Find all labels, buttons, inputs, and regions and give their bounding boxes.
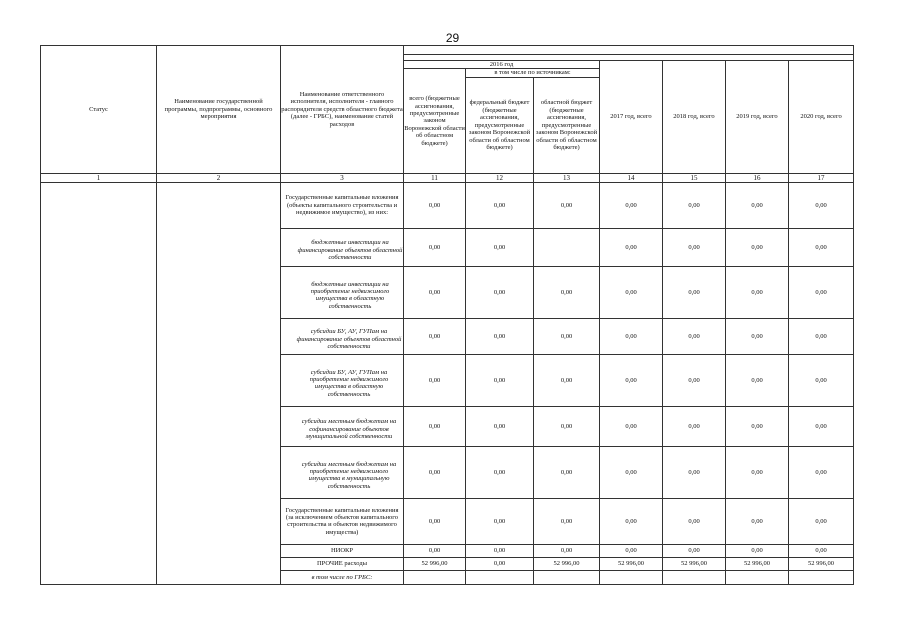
- value-cell: 0,00: [404, 406, 466, 446]
- value-cell: 0,00: [789, 446, 854, 498]
- col-number: 1: [41, 173, 157, 182]
- row-name: субсидии БУ, АУ, ГУПам на финансирование объектов областной собственности: [281, 318, 404, 354]
- value-cell: [726, 570, 789, 584]
- value-cell: 0,00: [789, 266, 854, 318]
- header-year-2016: 2016 год: [404, 61, 600, 69]
- value-cell: 0,00: [404, 498, 466, 544]
- row-name: субсидии местным бюджетам на приобретение недвижимого имущества в муниципальную собственность: [281, 446, 404, 498]
- value-cell: 0,00: [663, 406, 726, 446]
- value-cell: 0,00: [404, 266, 466, 318]
- value-cell: 0,00: [789, 406, 854, 446]
- header-executor: Наименование ответственного исполнителя, исполнителя - главного распорядителя средств областного бюджета (далее - ГРБС), наименование статей расходов: [281, 46, 404, 174]
- row-name: субсидии местным бюджетам на софинансирование объектов муниципальной собственности: [281, 406, 404, 446]
- header-2019: 2019 год, всего: [726, 61, 789, 174]
- row-name: бюджетные инвестиции на финансирование объектов областной собственности: [281, 228, 404, 266]
- value-cell: 0,00: [726, 544, 789, 557]
- row-name: в том числе по ГРБС:: [281, 570, 404, 584]
- value-cell: 0,00: [789, 228, 854, 266]
- value-cell: [663, 570, 726, 584]
- value-cell: 52 996,00: [789, 557, 854, 570]
- value-cell: [534, 228, 600, 266]
- header-2018: 2018 год, всего: [663, 61, 726, 174]
- value-cell: 0,00: [404, 446, 466, 498]
- value-cell: 0,00: [663, 446, 726, 498]
- page-number: 29: [445, 31, 460, 45]
- value-cell: 0,00: [466, 446, 534, 498]
- budget-table: [40, 45, 854, 585]
- value-cell: 0,00: [534, 354, 600, 406]
- value-cell: 0,00: [663, 228, 726, 266]
- value-cell: 0,00: [789, 544, 854, 557]
- col-number: 13: [534, 173, 600, 182]
- value-cell: 0,00: [466, 557, 534, 570]
- value-cell: 0,00: [466, 228, 534, 266]
- value-cell: 0,00: [663, 354, 726, 406]
- value-cell: 0,00: [534, 318, 600, 354]
- value-cell: 0,00: [726, 354, 789, 406]
- value-cell: 0,00: [726, 228, 789, 266]
- row-name: бюджетные инвестиции на приобретение недвижимого имущества в областную собственность: [281, 266, 404, 318]
- value-cell: 0,00: [663, 182, 726, 228]
- header-incl-sources: в том числе по источникам:: [466, 69, 600, 77]
- value-cell: 0,00: [534, 406, 600, 446]
- value-cell: 0,00: [663, 498, 726, 544]
- col-number: 3: [281, 173, 404, 182]
- value-cell: 0,00: [600, 266, 663, 318]
- value-cell: 0,00: [600, 446, 663, 498]
- value-cell: 0,00: [466, 318, 534, 354]
- value-cell: 0,00: [404, 354, 466, 406]
- status-cell: [41, 182, 157, 584]
- row-name: субсидии БУ, АУ, ГУПам на приобретение недвижимого имущества в областную собственность: [281, 354, 404, 406]
- value-cell: 0,00: [534, 544, 600, 557]
- value-cell: 0,00: [534, 446, 600, 498]
- value-cell: 0,00: [726, 318, 789, 354]
- col-number: 17: [789, 173, 854, 182]
- col-number: 14: [600, 173, 663, 182]
- value-cell: 0,00: [600, 182, 663, 228]
- value-cell: [466, 570, 534, 584]
- col-number: 2: [157, 173, 281, 182]
- value-cell: 0,00: [466, 354, 534, 406]
- value-cell: 0,00: [726, 406, 789, 446]
- value-cell: 0,00: [789, 318, 854, 354]
- col-number: 15: [663, 173, 726, 182]
- row-name: НИОКР: [281, 544, 404, 557]
- value-cell: 0,00: [600, 354, 663, 406]
- data-rows: [41, 182, 854, 584]
- value-cell: 52 996,00: [534, 557, 600, 570]
- value-cell: 0,00: [534, 266, 600, 318]
- value-cell: 0,00: [789, 354, 854, 406]
- value-cell: 0,00: [726, 446, 789, 498]
- value-cell: 0,00: [726, 498, 789, 544]
- value-cell: [789, 570, 854, 584]
- value-cell: 0,00: [534, 498, 600, 544]
- value-cell: 52 996,00: [600, 557, 663, 570]
- header-2020: 2020 год, всего: [789, 61, 854, 174]
- value-cell: 0,00: [600, 228, 663, 266]
- value-cell: 0,00: [466, 544, 534, 557]
- row-name: Государственные капитальные вложения (за исключением объектов капитального строительства и объектов недвижимого имущества): [281, 498, 404, 544]
- value-cell: 0,00: [600, 498, 663, 544]
- value-cell: 0,00: [404, 228, 466, 266]
- program-cell: [157, 182, 281, 584]
- value-cell: 0,00: [600, 318, 663, 354]
- value-cell: [600, 570, 663, 584]
- header-regional: областной бюджет (бюджетные ассигнования, предусмотренные законом Воронежской области об областном бюджете): [534, 77, 600, 173]
- value-cell: 0,00: [404, 182, 466, 228]
- header-spacer: [404, 46, 854, 55]
- value-cell: 0,00: [600, 544, 663, 557]
- value-cell: 52 996,00: [663, 557, 726, 570]
- header-program: Наименование государственной программы, подпрограммы, основного мероприятия: [157, 46, 281, 174]
- row-name: ПРОЧИЕ расходы: [281, 557, 404, 570]
- value-cell: 52 996,00: [404, 557, 466, 570]
- value-cell: 0,00: [663, 266, 726, 318]
- value-cell: 0,00: [663, 544, 726, 557]
- value-cell: 0,00: [789, 498, 854, 544]
- value-cell: 52 996,00: [726, 557, 789, 570]
- value-cell: 0,00: [404, 544, 466, 557]
- header-total-2016: всего (бюджетные ассигнования, предусмотренные законом Воронежской области об областном бюджете): [404, 69, 466, 173]
- value-cell: 0,00: [600, 406, 663, 446]
- value-cell: 0,00: [466, 498, 534, 544]
- table-row: [41, 182, 854, 228]
- header-federal: федеральный бюджет (бюджетные ассигнования, предусмотренные законом Воронежской области об областном бюджете): [466, 77, 534, 173]
- value-cell: 0,00: [404, 318, 466, 354]
- value-cell: 0,00: [663, 318, 726, 354]
- value-cell: 0,00: [726, 266, 789, 318]
- value-cell: 0,00: [534, 182, 600, 228]
- col-number: 16: [726, 173, 789, 182]
- value-cell: 0,00: [466, 182, 534, 228]
- value-cell: [404, 570, 466, 584]
- header-status: Статус: [41, 46, 157, 174]
- value-cell: 0,00: [789, 182, 854, 228]
- value-cell: 0,00: [466, 406, 534, 446]
- value-cell: 0,00: [726, 182, 789, 228]
- value-cell: [534, 570, 600, 584]
- header-2017: 2017 год, всего: [600, 61, 663, 174]
- row-name: Государственные капитальные вложения (объекты капитального строительства и недвижимое имущество), из них:: [281, 182, 404, 228]
- value-cell: 0,00: [466, 266, 534, 318]
- col-number: 12: [466, 173, 534, 182]
- col-number: 11: [404, 173, 466, 182]
